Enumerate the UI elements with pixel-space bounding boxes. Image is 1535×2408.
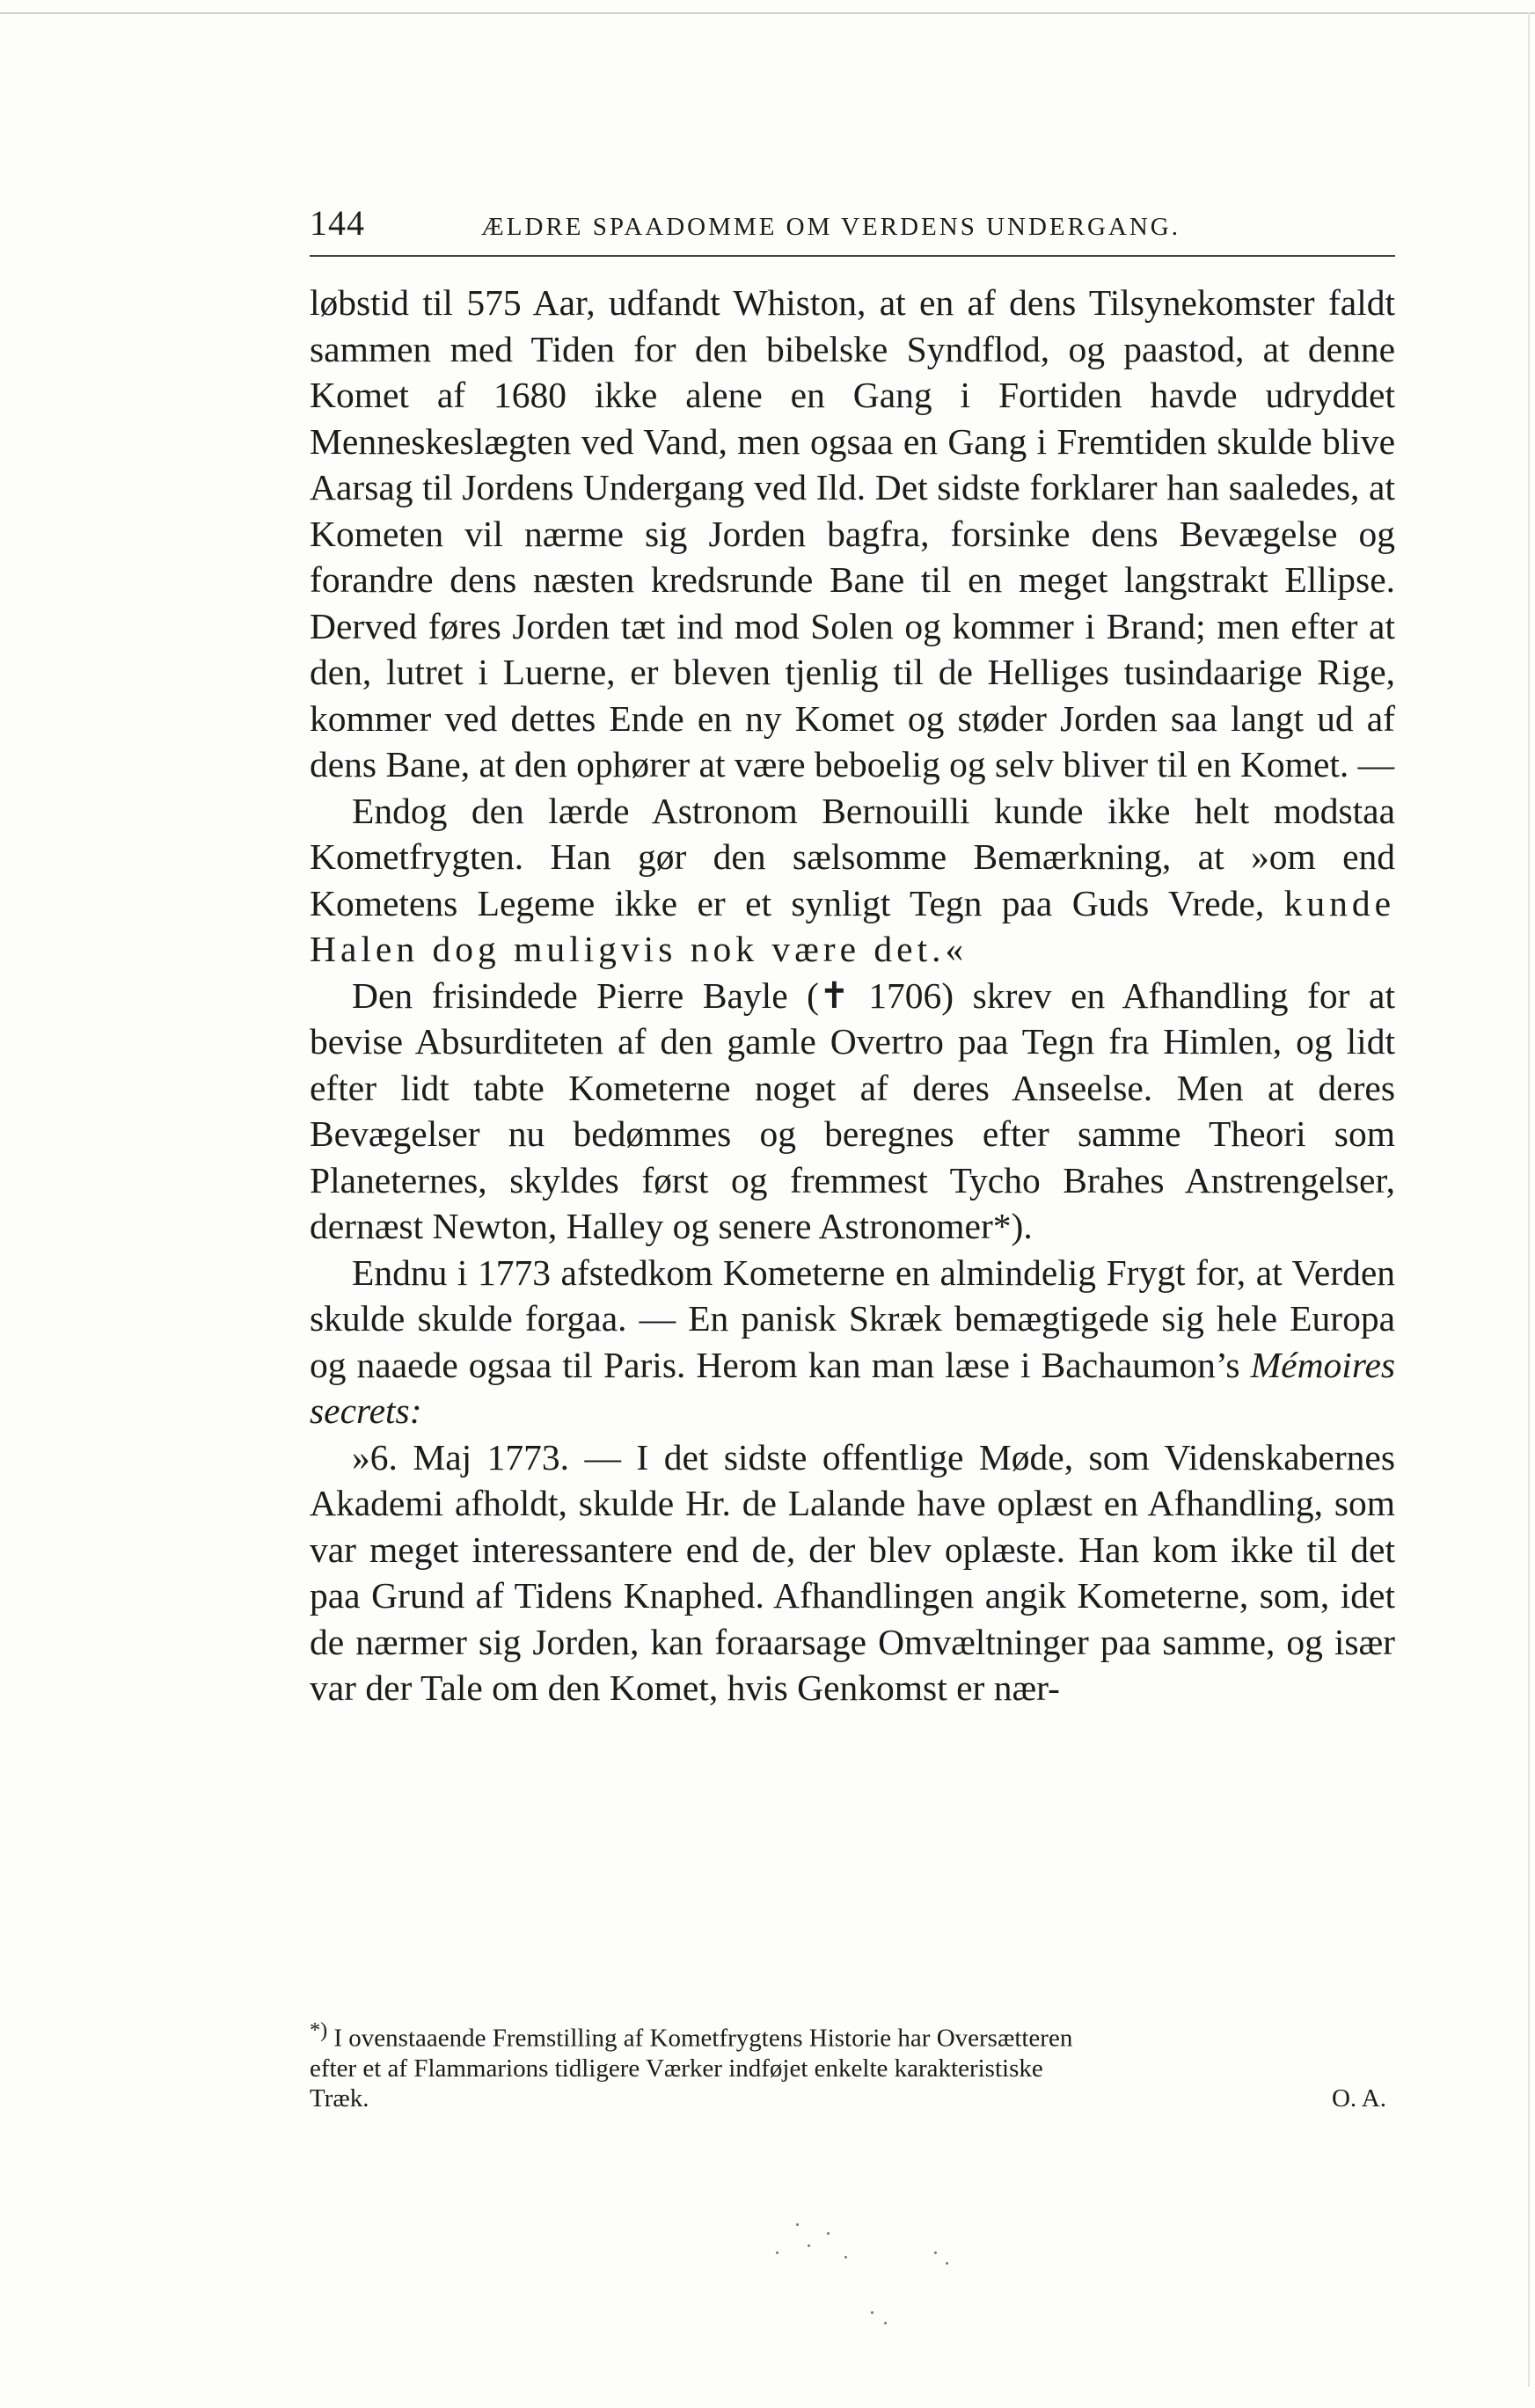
print-speck xyxy=(946,2262,948,2265)
footnote-line-1 xyxy=(310,2016,1395,2054)
paragraph-5: »6. Maj 1773. — I det sidste offentlige Møde, som Videnskabernes Akademi afholdt, skulde Hr. de Lalande have oplæst en Afhandling, som var meget interessantere end de, der blev oplæste. Han kom ikke til det paa Grund af Tidens Knaphed. Afhandlingen angik Kometerne, som, idet de nærmer sig Jorden, kan foraarsage Omvæltninger paa samme, og især var der Tale om den Komet, hvis Genkomst er nær- xyxy=(310,1436,1395,1708)
print-speck xyxy=(808,2244,810,2247)
footnote-line-2: efter et af Flammarions tidligere Værker indføjet enkelte karakteristiske xyxy=(310,2054,1043,2083)
print-speck xyxy=(934,2251,937,2254)
footnote-text-3: Træk. xyxy=(310,2083,369,2112)
footnote-marker: *) xyxy=(310,2018,328,2042)
footnote xyxy=(310,2016,1395,2113)
footnote-signature: O. A. xyxy=(1331,2083,1386,2112)
paragraph-2-spaced-text: kunde Halen dog muligvis nok være det. xyxy=(310,882,1395,969)
paragraph-1: løbstid til 575 Aar, udfandt Whiston, at en af dens Tilsynekomster faldt sammen med Tiden for den bibelske Syndflod, og paastod, at denne Komet af 1680 ikke alene en Gang i Fortiden havde udryddet Menneskeslægten ved Vand, men ogsaa en Gang i Fremtiden skulde blive Aarsag til Jordens Undergang ved Ild. Det sidste forklarer han saaledes, at Kometen vil nærme sig Jorden bagfra, forsinke dens Bevægelse og forandre dens næsten kredsrunde Bane til en meget langstrakt Ellipse. Derved føres Jorden tæt ind mod Solen og kommer i Brand; men efter at den, lutret i Luerne, er bleven tjenlig til de Helliges tusindaarige Rige, kommer ved dettes Ende en ny Komet og støder Jorden saa langt ud af dens Bane, at den ophører at være beboelig og selv bliver til en Komet. — xyxy=(310,282,1395,784)
page-edge-line xyxy=(0,12,1535,14)
page-edge-shadow xyxy=(1528,12,1530,2387)
print-speck xyxy=(844,2256,847,2258)
print-speck xyxy=(884,2322,887,2324)
running-header xyxy=(310,201,1395,257)
print-speck xyxy=(776,2251,778,2254)
paragraph-2-closing-quote: « xyxy=(945,929,964,969)
running-title: ÆLDRE SPAADOMME OM VERDENS UNDERGANG. xyxy=(481,213,1180,241)
footnote-text-1: I ovenstaaende Fremstilling af Kometfrygtens Historie har Oversætteren xyxy=(333,2024,1073,2053)
footnote-line-3 xyxy=(310,2083,1395,2113)
print-speck xyxy=(827,2232,830,2235)
paragraph-4-italic-title: Mémoires secrets: xyxy=(310,1344,1396,1431)
paragraph-2-text: Endog den lærde Astronom Bernouilli kunde ikke helt modstaa Kometfrygten. Han gør den sælsomme Bemærkning, at »om end Kometens Legeme ikke er et synligt Tegn paa Guds Vrede, xyxy=(310,790,1395,923)
print-speck xyxy=(871,2311,873,2314)
paragraph-4 xyxy=(310,1250,1395,1434)
body-text xyxy=(310,280,1395,1711)
paragraph-2 xyxy=(310,788,1395,973)
paragraph-3: Den frisindede Pierre Bayle (✝ 1706) skrev en Afhandling for at bevise Absurditeten af den gamle Overtro paa Tegn fra Himlen, og lidt efter lidt tabte Kometerne noget af deres Anseelse. Men at deres Bevægelser nu bedømmes og beregnes efter samme Theori som Planeternes, skyldes først og fremmest Tycho Brahes Anstrengelser, dernæst Newton, Halley og senere Astronomer*). xyxy=(310,974,1395,1246)
paragraph-4-text: Endnu i 1773 afstedkom Kometerne en almindelig Frygt for, at Verden skulde skulde forgaa. — En panisk Skræk bemægtigede sig hele Europa og naaede ogsaa til Paris. Herom kan man læse i Bachaumon’s xyxy=(310,1251,1395,1385)
page-number: 144 xyxy=(310,203,365,243)
print-speck xyxy=(796,2223,799,2226)
